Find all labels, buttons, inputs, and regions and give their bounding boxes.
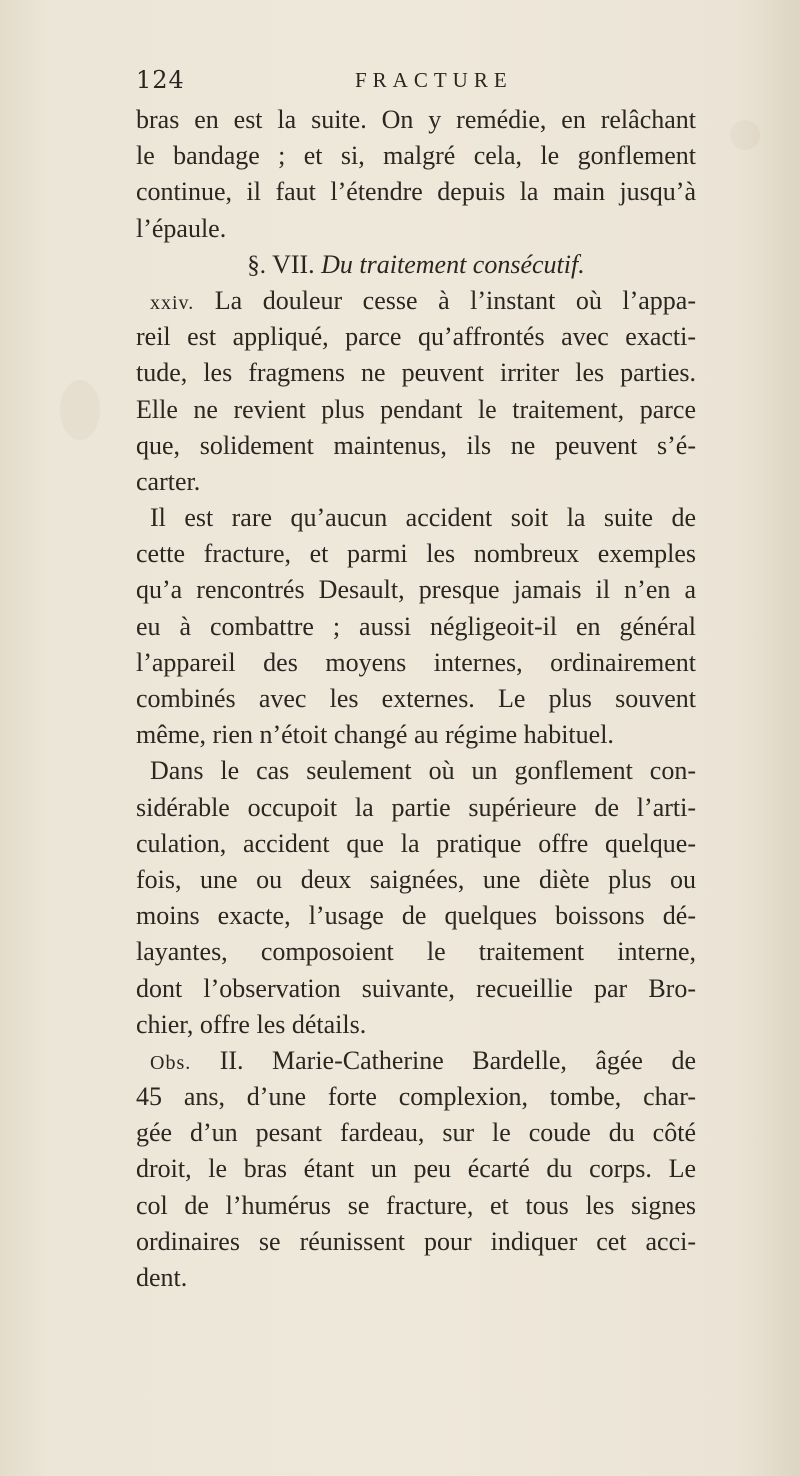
text-line: chier, offre les détails. — [136, 1009, 367, 1039]
section-number: VII. — [272, 249, 315, 279]
paper-stain — [60, 380, 100, 440]
text-line: cette fracture, et parmi les nombreux exemples — [136, 539, 696, 569]
text-line: droit, le bras étant un peu écarté du corps. Le — [136, 1154, 696, 1184]
text-line: moins exacte, l’usage de quelques boissons dé- — [136, 901, 696, 931]
page-number: 124 — [136, 66, 185, 94]
text-line: continue, il faut l’étendre depuis la main jusqu’à — [136, 177, 696, 207]
text-line: Dans le cas seulement où un gonflement con- — [150, 756, 696, 786]
line-rest: II. Marie-Catherine Bardelle, âgée de — [219, 1045, 696, 1075]
text-line: culation, accident que la pratique offre quelque- — [136, 828, 696, 858]
text-line: dent. — [136, 1263, 188, 1292]
text-line: sidérable occupoit la partie supérieure de l’arti- — [136, 792, 696, 822]
section-sign: §. — [247, 251, 267, 279]
text-line: gée d’un pesant fardeau, sur le coude du côté — [136, 1118, 696, 1148]
paragraph-label: Obs. — [150, 1051, 192, 1074]
text-line: col de l’humérus se fracture, et tous les signes — [136, 1190, 696, 1220]
text-line: que, solidement maintenus, ils ne peuvent s’é- — [136, 430, 696, 460]
section-heading — [136, 247, 696, 283]
body-text — [136, 102, 696, 1296]
text-line: reil est appliqué, parce qu’affrontés avec exacti- — [136, 322, 696, 352]
text-line: bras en est la suite. On y remédie, en relâchant — [136, 105, 696, 134]
page-header — [0, 64, 800, 100]
text-line: tude, les fragmens ne peuvent irriter les parties. — [136, 358, 696, 388]
text-line: Elle ne revient plus pendant le traitement, parce — [136, 394, 696, 424]
paragraph-label: xxiv. — [150, 291, 195, 314]
text-line: l’épaule. — [136, 213, 227, 243]
text-line: dont l’observation suivante, recueillie par Bro- — [136, 973, 696, 1003]
paper-stain — [730, 120, 760, 150]
text-line: l’appareil des moyens internes, ordinairement — [136, 647, 696, 677]
text-line: le bandage ; et si, malgré cela, le gonflement — [136, 141, 696, 171]
section-title: Du traitement consécutif. — [321, 249, 585, 279]
text-line: Il est rare qu’aucun accident soit la suite de — [150, 503, 696, 533]
line-rest: La douleur cesse à l’instant où l’appa- — [214, 285, 697, 315]
text-line — [136, 283, 696, 319]
text-line: combinés avec les externes. Le plus souvent — [136, 684, 696, 713]
running-head: FRACTURE — [355, 68, 513, 92]
text-line: fois, une ou deux saignées, une diète plus ou — [136, 864, 696, 894]
text-line: carter. — [136, 466, 201, 496]
text-line: eu à combattre ; aussi négligeoit-il en général — [136, 611, 696, 641]
text-line: 45 ans, d’une forte complexion, tombe, char- — [136, 1082, 696, 1112]
text-line: qu’a rencontrés Desault, presque jamais il n’en a — [136, 575, 696, 605]
text-line — [136, 1043, 696, 1079]
text-line: même, rien n’étoit changé au régime habituel. — [136, 720, 614, 750]
text-line: ordinaires se réunissent pour indiquer cet acci- — [136, 1226, 696, 1256]
text-line: layantes, composoient le traitement interne, — [136, 937, 696, 967]
